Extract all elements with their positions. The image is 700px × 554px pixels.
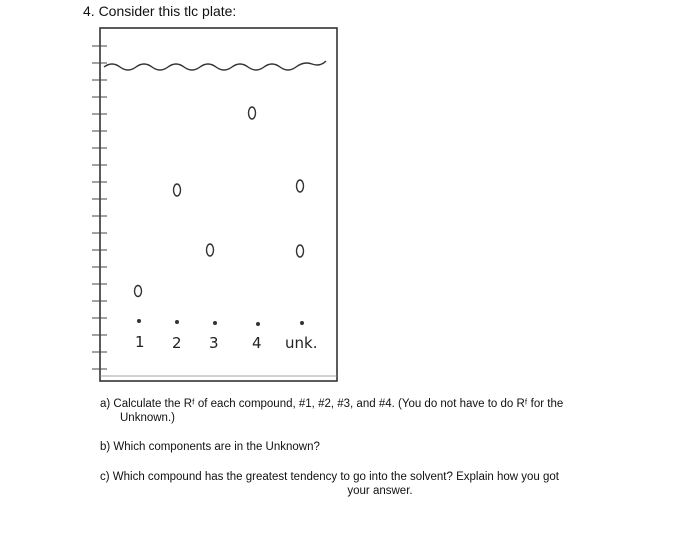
question-c-line2: your answer.: [347, 485, 413, 497]
tlc-plate-outline: [100, 28, 337, 381]
question-c-line1: c) Which compound has the greatest tendency to go into the solvent? Explain how you got: [100, 471, 560, 483]
question-a-line2: Unknown.): [120, 412, 175, 424]
question-b: b) Which components are in the Unknown?: [100, 441, 320, 453]
origin-dot-lane4: [256, 322, 260, 326]
lane-label-4: 4: [252, 334, 262, 352]
question-a-line1: a) Calculate the Rᶠ of each compound, #1, #2, #3, and #4. (You do not have to do Rᶠ for the: [100, 398, 564, 410]
lane-label-1: 1: [135, 333, 145, 351]
spot-lane2: [174, 184, 181, 196]
origin-dot-lane3: [213, 321, 217, 325]
question-c: [100, 470, 660, 498]
spot-lane1: [135, 286, 142, 297]
origin-dots: [137, 319, 304, 326]
solvent-front-line: [104, 61, 326, 70]
question-a: [100, 397, 640, 425]
spot-unk-upper: [297, 180, 304, 192]
spot-lane3: [207, 244, 214, 256]
origin-dot-unk: [300, 321, 304, 325]
lane-label-2: 2: [172, 334, 182, 352]
origin-dot-lane1: [137, 319, 141, 323]
spot-unk-lower: [297, 245, 304, 257]
tlc-spots: [135, 107, 304, 297]
question-heading: 4. Consider this tlc plate:: [83, 3, 237, 19]
lane-label-unk: unk.: [285, 334, 318, 352]
spot-lane4: [249, 107, 256, 119]
origin-dot-lane2: [175, 320, 179, 324]
lane-label-3: 3: [209, 334, 219, 352]
